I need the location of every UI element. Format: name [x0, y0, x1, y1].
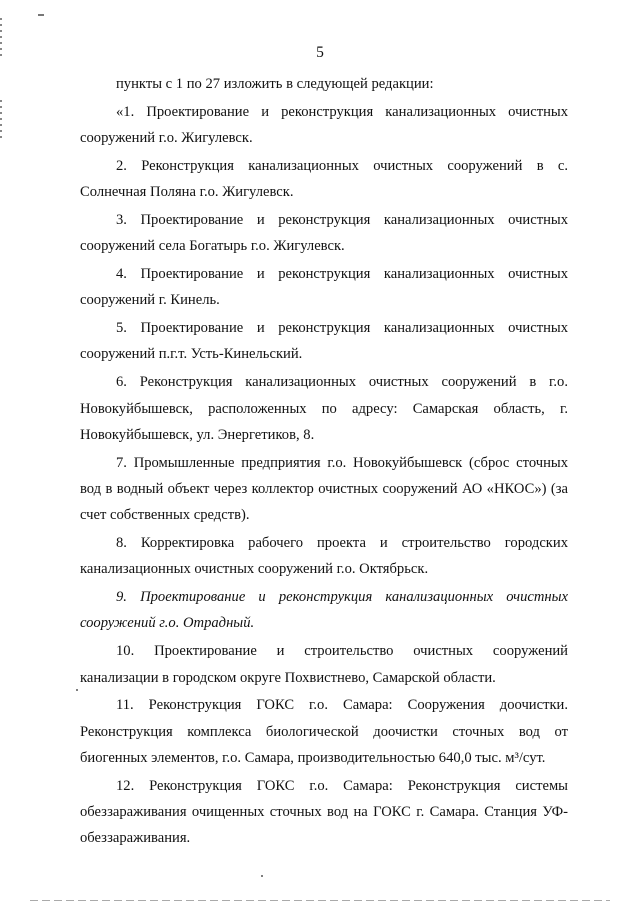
document-body [80, 71, 568, 853]
list-item: 11. Реконструкция ГОКС г.о. Самара: Сооружения доочистки. Реконструкция комплекса биологической доочистки сточных вод от биогенных элементов, г.о. Самара, производительностью 640,0 тыс. м³/сут. [80, 697, 568, 766]
list-item: 10. Проектирование и строительство очистных сооружений канализации в городском округе Похвистнево, Самарской области. [80, 643, 568, 686]
list-item: 7. Промышленные предприятия г.о. Новокуйбышевск (сброс сточных вод в водный объект через коллектор очистных сооружений АО «НКОС») (за счет собственных средств). [80, 454, 568, 524]
list-item: 5. Проектирование и реконструкция канализационных очистных сооружений п.г.т. Усть-Кинельский. [80, 320, 568, 363]
scan-edge-marks-middle [0, 100, 2, 140]
list-item: 12. Реконструкция ГОКС г.о. Самара: Реконструкция системы обеззараживания очищенных сточных вод на ГОКС г. Самара. Станция УФ-обеззараживания. [80, 777, 568, 847]
stray-dot [261, 875, 263, 877]
stray-dot [76, 689, 78, 691]
scan-edge-marks-top [0, 18, 2, 58]
list-item: 8. Корректировка рабочего проекта и строительство городских канализационных очистных сооружений г.о. Октябрьск. [80, 535, 568, 578]
list-item: 2. Реконструкция канализационных очистных сооружений в с. Солнечная Поляна г.о. Жигулевск. [80, 157, 568, 201]
list-item: 3. Проектирование и реконструкция канализационных очистных сооружений села Богатырь г.о. Жигулевск. [80, 211, 568, 255]
list-item: «1. Проектирование и реконструкция канализационных очистных сооружений г.о. Жигулевск. [80, 103, 568, 147]
list-item: 9. Проектирование и реконструкция канализационных очистных сооружений г.о. Отрадный. [80, 589, 568, 632]
scan-bottom-edge [30, 900, 610, 901]
list-item: 4. Проектирование и реконструкция канализационных очистных сооружений г. Кинель. [80, 266, 568, 309]
page-number: 5 [316, 44, 324, 61]
list-item: 6. Реконструкция канализационных очистных сооружений в г.о. Новокуйбышевск, расположенных по адресу: Самарская область, г. Новокуйбышевск, ул. Энергетиков, 8. [80, 374, 568, 443]
intro-paragraph: пункты с 1 по 27 изложить в следующей редакции: [116, 76, 434, 92]
scan-edge-mark [38, 14, 44, 16]
